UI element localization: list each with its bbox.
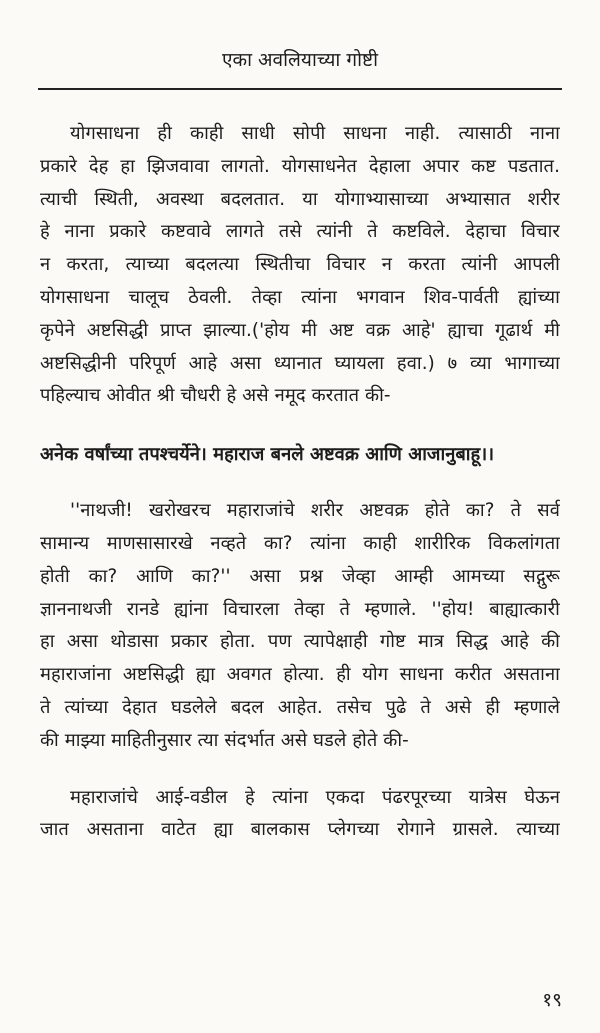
text-line: पहिल्याच ओवीत श्री चौधरी हे असे नमूद करतात की- <box>40 385 391 407</box>
text-line: सामान्य माणसासारखे नव्हते का? त्यांना काही शारीरिक विकलांगता <box>40 532 560 554</box>
text-line: होती का? आणि का?'' असा प्रश्न जेव्हा आम्ही आमच्या सद्गुरू <box>40 565 560 587</box>
text-line: की माझ्या माहितीनुसार त्या संदर्भात असे घडले होते की- <box>40 729 409 751</box>
spacer <box>40 471 560 495</box>
text-line: अष्टसिद्धीनी परिपूर्ण आहे असा ध्यानात घ्यायला हवा.) ७ व्या भागाच्या <box>40 352 560 374</box>
paragraph-1 <box>40 118 560 413</box>
page-body <box>40 118 560 847</box>
page-number: १९ <box>542 989 562 1011</box>
text-line: महाराजांचे आई-वडील हे त्यांना एकदा पंढरपूरच्या यात्रेस घेऊन <box>70 786 560 808</box>
text-line: न करता, त्याच्या बदलत्या स्थितीचा विचार न करता त्यांनी आपली <box>40 254 560 276</box>
paragraph-3 <box>40 782 560 848</box>
text-line: कृपेने अष्टसिद्धी प्राप्त झाल्या.('होय मी अष्ट वक्र आहे' ह्याचा गूढार्थ मी <box>40 319 560 341</box>
text-line: ज्ञाननाथजी रानडे ह्यांना विचारला तेव्हा ते म्हणाले. ''होय! बाह्यात्कारी <box>40 598 560 620</box>
spacer <box>40 758 560 782</box>
paragraph-2 <box>40 495 560 757</box>
text-line: प्रकारे देह हा झिजवावा लागतो. योगसाधनेत देहाला अपार कष्ट पडतात. <box>40 155 560 177</box>
running-header: एका अवलियाच्या गोष्टी <box>221 49 379 71</box>
header-rule <box>38 88 562 90</box>
text-line: योगसाधना ही काही साधी सोपी साधना नाही. त्यासाठी नाना <box>70 123 560 144</box>
text-line: हा असा थोडासा प्रकार होता. पण त्यापेक्षाही गोष्ट मात्र सिद्ध आहे की <box>40 631 560 653</box>
text-line: जात असताना वाटेत ह्या बालकास प्लेगच्या रोगाने ग्रासले. त्याच्या <box>40 819 560 841</box>
text-line: ''नाथजी! खरोखरच महाराजांचे शरीर अष्टवक्र होते का? ते सर्व <box>70 500 560 522</box>
text-line: ते त्यांच्या देहात घडलेले बदल आहेत. तसेच पुढे ते असे ही म्हणाले <box>40 696 560 718</box>
text-line: त्याची स्थिती, अवस्था बदलतात. या योगाभ्यासाच्या अभ्यासात शरीर <box>40 188 560 210</box>
text-line: योगसाधना चालूच ठेवली. तेव्हा त्यांना भगवान शिव-पार्वती ह्यांच्या <box>40 286 560 308</box>
text-line: हे नाना प्रकारे कष्टवावे लागते तसे त्यांनी ते कष्टविले. देहाचा विचार <box>40 221 560 243</box>
text-line: महाराजांना अष्टसिद्धी ह्या अवगत होत्या. ही योग साधना करीत असताना <box>40 664 560 686</box>
spacer <box>40 413 560 439</box>
verse-quote: अनेक वर्षांच्या तपश्चर्येने। महाराज बनले अष्टवक्र आणि आजानुबाहू।। <box>40 444 495 466</box>
